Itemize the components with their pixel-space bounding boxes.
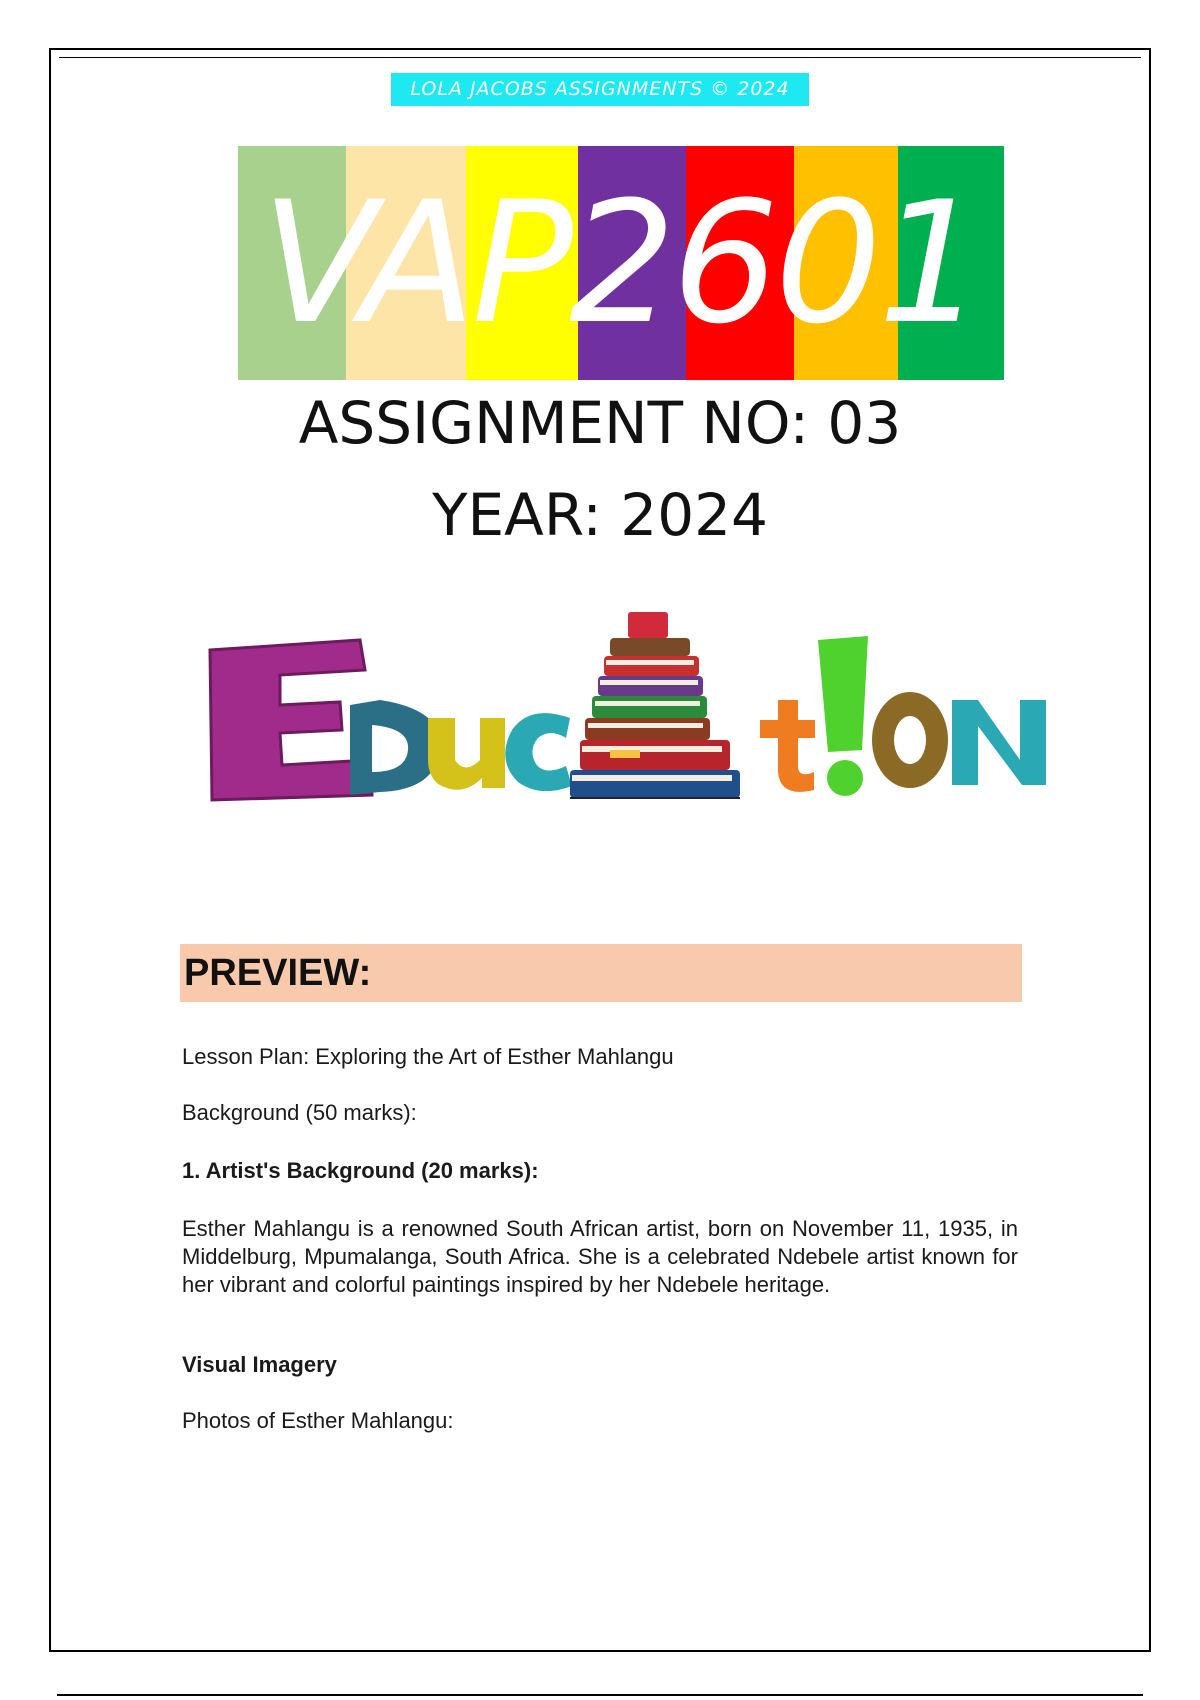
letter-d-shape <box>350 700 440 795</box>
background-heading: Background (50 marks): <box>182 1100 417 1125</box>
letter-e-shape <box>210 640 372 800</box>
artist-background-heading: 1. Artist's Background (20 marks): <box>182 1158 539 1183</box>
artist-background-paragraph: Esther Mahlangu is a renowned South African artist, born on November 11, 1935, in Middelburg, Mpumalanga, South Africa. She is a celebrated Ndebele artist known for her vibrant and colorful paintings inspired by her Ndebele heritage. <box>182 1216 1018 1297</box>
assignment-year: YEAR: 2024 <box>432 481 768 549</box>
preview-heading: PREVIEW: <box>184 952 372 994</box>
letter-o-shape <box>872 692 948 788</box>
inner-top-rule <box>59 57 1141 58</box>
assignment-number: ASSIGNMENT NO: 03 <box>298 389 902 457</box>
preview-heading-bar <box>180 944 1022 1002</box>
letter-c-shape <box>505 713 572 791</box>
stacked-books-icon <box>570 612 740 798</box>
photos-label: Photos of Esther Mahlangu: <box>182 1408 454 1433</box>
watermark-label: LOLA JACOBS ASSIGNMENTS © 2024 <box>391 73 809 106</box>
bottom-rule <box>57 1694 1143 1696</box>
lesson-plan-title: Lesson Plan: Exploring the Art of Esther Mahlangu <box>182 1044 674 1069</box>
letter-t-shape <box>760 700 815 792</box>
letter-u-shape <box>428 718 505 790</box>
exclamation-shape <box>818 636 868 796</box>
visual-imagery-heading: Visual Imagery <box>182 1352 337 1377</box>
letter-n-shape <box>952 700 1046 785</box>
course-code: VAP2601 <box>261 165 981 361</box>
education-graphic <box>200 600 1070 860</box>
